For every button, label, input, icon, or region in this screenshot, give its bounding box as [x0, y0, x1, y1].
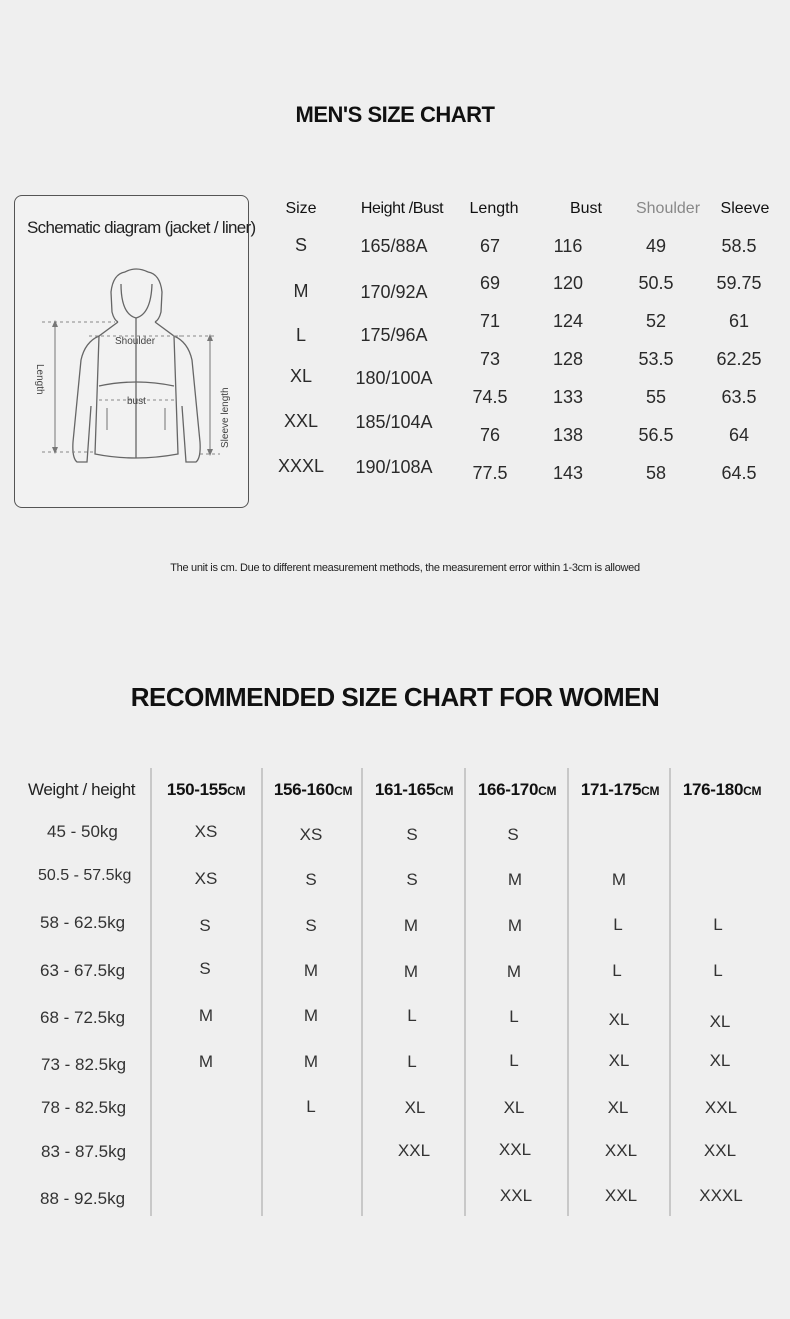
size-cell: L	[306, 1097, 316, 1116]
size-cell: M	[198, 1052, 214, 1071]
weight-label: 50.5 - 57.5kg	[38, 867, 132, 884]
size-cell: S	[199, 959, 211, 978]
size-cell: M	[198, 1006, 214, 1025]
men-size-cell: XXXL	[277, 456, 325, 476]
weight-height-header: Weight / height	[28, 780, 136, 799]
size-cell: L	[613, 915, 623, 934]
men-height-bust-cell: 185/104A	[355, 412, 433, 432]
weight-label: 78 - 82.5kg	[41, 1098, 127, 1117]
weight-label: 68 - 72.5kg	[40, 1008, 126, 1027]
men-sleeve-cell: 63.5	[721, 387, 757, 407]
men-size-cell: S	[294, 235, 307, 255]
size-cell: XXL	[704, 1098, 738, 1117]
size-cell: XXL	[499, 1186, 533, 1205]
height-column-header: 176-180CM	[682, 780, 762, 799]
men-sleeve-cell: 62.25	[716, 349, 762, 369]
height-column-header: 161-165CM	[374, 780, 454, 799]
size-cell: XL	[709, 1012, 731, 1031]
men-length-cell: 71	[479, 311, 501, 331]
men-shoulder-cell: 52	[645, 311, 667, 331]
size-cell: L	[407, 1052, 417, 1071]
men-size-cell: M	[293, 281, 309, 301]
size-cell: XL	[607, 1098, 629, 1117]
size-cell: XL	[404, 1098, 426, 1117]
size-cell: M	[403, 962, 419, 981]
column-divider	[361, 768, 363, 1216]
size-cell: S	[305, 916, 317, 935]
men-bust-cell: 120	[552, 273, 584, 293]
men-length-cell: 69	[479, 273, 501, 293]
column-divider	[464, 768, 466, 1216]
size-cell: XS	[194, 869, 218, 888]
size-cell: XL	[608, 1010, 630, 1029]
size-cell: M	[303, 961, 319, 980]
men-height-bust-cell: 180/100A	[355, 368, 433, 388]
schematic-title: Schematic diagram (jacket / liner)	[27, 218, 256, 237]
size-cell: XS	[194, 822, 218, 841]
height-column-header: 166-170CM	[477, 780, 557, 799]
size-cell: L	[509, 1051, 519, 1070]
size-cell: M	[303, 1052, 319, 1071]
men-sleeve-cell: 58.5	[721, 236, 757, 256]
men-shoulder-cell: 55	[645, 387, 667, 407]
size-cell: M	[506, 962, 522, 981]
size-cell: XXL	[604, 1141, 638, 1160]
men-shoulder-cell: 53.5	[638, 349, 674, 369]
size-cell: L	[713, 915, 723, 934]
men-bust-cell: 124	[552, 311, 584, 331]
shoulder-label: Shoulder	[115, 336, 156, 347]
men-length-cell: 77.5	[472, 463, 508, 483]
weight-label: 45 - 50kg	[47, 822, 118, 841]
size-cell: XL	[709, 1051, 731, 1070]
men-size-chart-title: MEN'S SIZE CHART	[295, 102, 495, 127]
size-cell: L	[509, 1007, 519, 1026]
column-divider	[567, 768, 569, 1216]
height-column-header: 156-160CM	[273, 780, 353, 799]
size-cell: XL	[608, 1051, 630, 1070]
men-bust-cell: 128	[552, 349, 584, 369]
weight-label: 73 - 82.5kg	[41, 1055, 127, 1074]
size-cell: M	[403, 916, 419, 935]
men-shoulder-cell: 49	[645, 236, 667, 256]
measurement-note: The unit is cm. Due to different measurement methods, the measurement error within 1-3cm is allowed	[170, 562, 640, 574]
men-size-cell: XL	[289, 366, 313, 386]
men-bust-cell: 116	[553, 236, 583, 256]
size-cell: XXL	[703, 1141, 737, 1160]
size-cell: XL	[503, 1098, 525, 1117]
size-cell: L	[713, 961, 723, 980]
size-cell: M	[507, 870, 523, 889]
header-shoulder: Shoulder	[635, 200, 701, 217]
header-size: Size	[285, 200, 317, 217]
size-cell: XXXL	[699, 1186, 743, 1205]
size-cell: L	[612, 961, 622, 980]
column-divider	[261, 768, 263, 1216]
sleeve-length-label: Sleeve length	[220, 387, 231, 448]
weight-label: 83 - 87.5kg	[41, 1142, 127, 1161]
men-sleeve-cell: 64	[728, 425, 750, 445]
size-cell: XXL	[498, 1140, 532, 1159]
weight-label: 58 - 62.5kg	[40, 913, 126, 932]
header-bust: Bust	[569, 200, 602, 217]
size-cell: S	[305, 870, 317, 889]
jacket-diagram	[15, 196, 250, 509]
men-height-bust-cell: 190/108A	[355, 457, 433, 477]
schematic-diagram	[14, 195, 256, 508]
height-column-header: 171-175CM	[580, 780, 660, 799]
size-cell: XS	[299, 825, 323, 844]
men-size-cell: XXL	[283, 411, 319, 431]
men-shoulder-cell: 58	[645, 463, 667, 483]
men-sleeve-cell: 59.75	[716, 273, 762, 293]
weight-label: 88 - 92.5kg	[40, 1189, 126, 1208]
column-divider	[669, 768, 671, 1216]
bust-label: bust	[127, 396, 146, 407]
men-height-bust-cell: 175/96A	[360, 325, 428, 345]
size-cell: M	[507, 916, 523, 935]
men-sleeve-cell: 61	[728, 311, 750, 331]
length-label: Length	[34, 364, 45, 395]
header-length: Length	[469, 200, 519, 217]
men-size-cell: L	[295, 325, 306, 345]
header-sleeve: Sleeve	[720, 200, 770, 217]
men-height-bust-cell: 165/88A	[360, 236, 428, 256]
women-size-chart-title: RECOMMENDED SIZE CHART FOR WOMEN	[130, 682, 660, 712]
size-cell: XXL	[604, 1186, 638, 1205]
size-cell: M	[303, 1006, 319, 1025]
height-column-header: 150-155CM	[166, 780, 246, 799]
size-cell: S	[199, 916, 211, 935]
size-cell: L	[407, 1006, 417, 1025]
men-sleeve-cell: 64.5	[721, 463, 757, 483]
size-cell: S	[507, 825, 519, 844]
weight-label: 63 - 67.5kg	[40, 961, 126, 980]
men-shoulder-cell: 50.5	[638, 273, 674, 293]
size-cell: XXL	[397, 1141, 431, 1160]
men-shoulder-cell: 56.5	[638, 425, 674, 445]
men-length-cell: 67	[479, 236, 501, 256]
men-bust-cell: 138	[552, 425, 584, 445]
size-cell: S	[406, 870, 418, 889]
men-bust-cell: 143	[552, 463, 584, 483]
size-cell: M	[611, 870, 627, 889]
header-height-bust: Height /Bust	[360, 200, 444, 217]
size-cell: S	[406, 825, 418, 844]
men-length-cell: 76	[479, 425, 501, 445]
men-height-bust-cell: 170/92A	[360, 282, 428, 302]
men-length-cell: 73	[479, 349, 501, 369]
men-bust-cell: 133	[552, 387, 584, 407]
men-length-cell: 74.5	[472, 387, 508, 407]
